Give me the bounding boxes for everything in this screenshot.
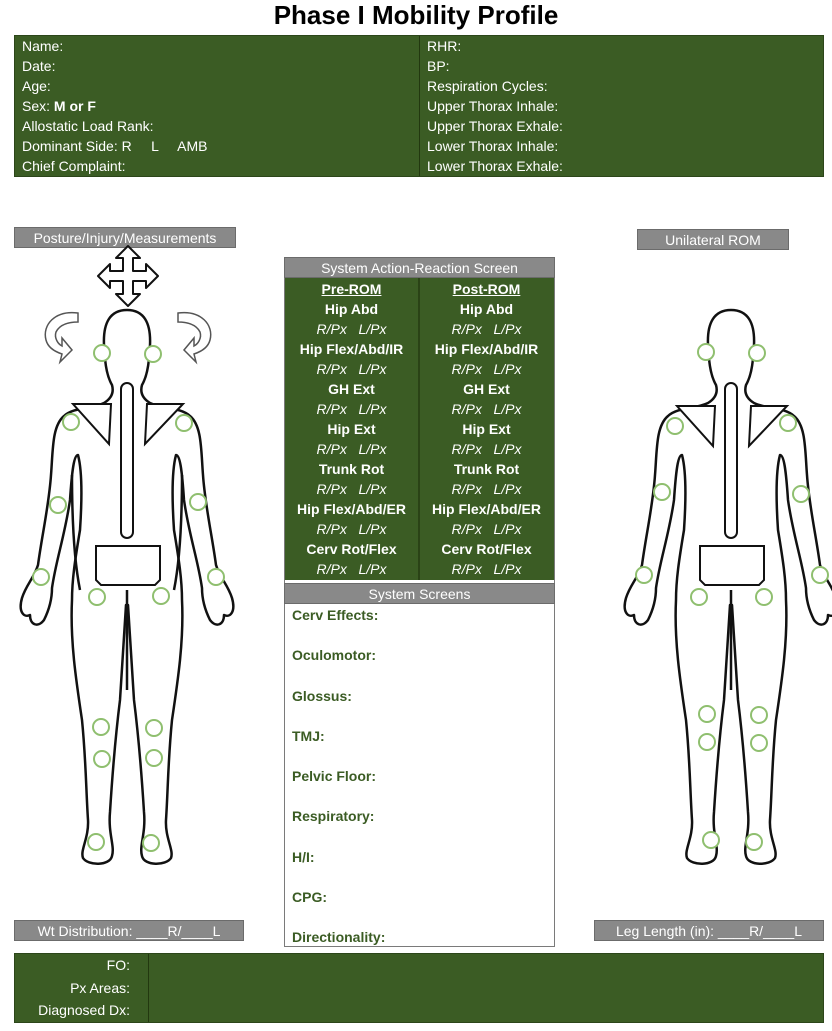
rotate-left-arrow-icon [45, 313, 78, 362]
pre-test: Hip Flex/Abd/IR [299, 341, 404, 357]
pre-sides[interactable]: R/Px L/Px [316, 361, 387, 377]
post-sides[interactable]: R/Px L/Px [451, 561, 522, 577]
post-sides[interactable]: R/Px L/Px [451, 361, 522, 377]
screen-item-cerv-effects[interactable]: Cerv Effects: [292, 607, 379, 623]
respiration-cycles-label: Respiration Cycles: [427, 78, 548, 94]
dominant-side-field[interactable] [15, 136, 419, 156]
pre-test: Hip Abd [324, 301, 379, 317]
footer-labels [15, 954, 149, 1022]
action-reaction-title: System Action-Reaction Screen [284, 257, 555, 278]
pre-rom-header: Pre-ROM [321, 281, 382, 297]
lower-thorax-inhale-field[interactable] [420, 136, 823, 156]
post-test: Hip Ext [462, 421, 511, 437]
pre-sides[interactable]: R/Px L/Px [316, 441, 387, 457]
patient-info-right [420, 36, 823, 176]
post-sides[interactable]: R/Px L/Px [451, 521, 522, 537]
post-test: Hip Flex/Abd/ER [432, 501, 541, 517]
post-rom-header: Post-ROM [452, 281, 521, 297]
pre-test: Hip Flex/Abd/ER [297, 501, 406, 517]
date-label: Date: [22, 58, 56, 74]
upper-thorax-exhale-label: Upper Thorax Exhale: [427, 118, 563, 134]
patient-info-left [15, 36, 420, 176]
action-reaction-screen [285, 278, 554, 580]
date-field[interactable] [15, 56, 419, 76]
respiration-cycles-field[interactable] [420, 76, 823, 96]
system-screens-title: System Screens [284, 583, 555, 604]
pre-test: Hip Ext [327, 421, 376, 437]
upper-thorax-exhale-field[interactable] [420, 116, 823, 136]
post-sides[interactable]: R/Px L/Px [451, 401, 522, 417]
wt-distribution-field[interactable]: Wt Distribution: ____R/____L [14, 920, 244, 941]
lower-thorax-exhale-label: Lower Thorax Exhale: [427, 158, 563, 174]
lower-thorax-exhale-field[interactable] [420, 156, 823, 176]
post-rom-column [420, 279, 553, 579]
system-screens-list [292, 604, 552, 967]
pre-sides[interactable]: R/Px L/Px [316, 521, 387, 537]
patient-info-panel [14, 35, 824, 177]
bp-field[interactable] [420, 56, 823, 76]
name-field[interactable] [15, 36, 419, 56]
body-diagram-back [600, 290, 832, 870]
lower-thorax-inhale-label: Lower Thorax Inhale: [427, 138, 559, 154]
screen-item-cpg[interactable]: CPG: [292, 889, 327, 906]
footer-panel [14, 953, 824, 1023]
post-test: Hip Flex/Abd/IR [434, 341, 539, 357]
body-diagram-front [0, 240, 260, 880]
upper-thorax-inhale-label: Upper Thorax Inhale: [427, 98, 559, 114]
leg-length-field[interactable]: Leg Length (in): ____R/____L [594, 920, 824, 941]
sex-label: Sex: [22, 98, 51, 114]
pre-sides[interactable]: R/Px L/Px [316, 561, 387, 577]
diagnosed-dx-label: Diagnosed Dx: [38, 1002, 130, 1019]
rotate-right-arrow-icon [178, 313, 211, 362]
screen-item-hi[interactable]: H/I: [292, 848, 315, 865]
four-way-arrow-icon [98, 246, 158, 306]
pre-sides[interactable]: R/Px L/Px [316, 321, 387, 337]
age-field[interactable] [15, 76, 419, 96]
pre-test: Cerv Rot/Flex [306, 541, 397, 557]
dominant-side-options: R L AMB [121, 138, 208, 154]
pre-sides[interactable]: R/Px L/Px [316, 401, 387, 417]
sex-options: M or F [53, 98, 96, 114]
name-label: Name: [22, 38, 64, 54]
screen-item-glossus[interactable]: Glossus: [292, 687, 352, 704]
screen-item-directionality[interactable]: Directionality: [292, 929, 386, 946]
unilateral-rom-label: Unilateral ROM [637, 229, 789, 250]
screen-item-pelvic-floor[interactable]: Pelvic Floor: [292, 768, 377, 785]
posture-injury-label: Posture/Injury/Measurements [14, 227, 236, 248]
px-areas-label: Px Areas: [70, 979, 130, 996]
post-test: Cerv Rot/Flex [441, 541, 532, 557]
allostatic-load-label: Allostatic Load Rank: [22, 118, 154, 134]
upper-thorax-inhale-field[interactable] [420, 96, 823, 116]
screen-item-oculomotor[interactable]: Oculomotor: [292, 647, 376, 664]
chief-complaint-field[interactable] [15, 156, 419, 176]
bp-label: BP: [427, 58, 450, 74]
pre-sides[interactable]: R/Px L/Px [316, 481, 387, 497]
age-label: Age: [22, 78, 51, 94]
pre-test: GH Ext [328, 381, 375, 397]
post-test: GH Ext [463, 381, 510, 397]
rhr-field[interactable] [420, 36, 823, 56]
chief-complaint-label: Chief Complaint: [22, 158, 126, 174]
pre-rom-column [285, 279, 418, 579]
post-sides[interactable]: R/Px L/Px [451, 321, 522, 337]
screen-item-respiratory[interactable]: Respiratory: [292, 808, 375, 825]
post-test: Hip Abd [459, 301, 514, 317]
post-sides[interactable]: R/Px L/Px [451, 441, 522, 457]
pre-test: Trunk Rot [318, 461, 385, 477]
post-test: Trunk Rot [453, 461, 520, 477]
rhr-label: RHR: [427, 38, 462, 54]
allostatic-load-field[interactable] [15, 116, 419, 136]
sex-field[interactable] [15, 96, 419, 116]
fo-label: FO: [106, 957, 130, 973]
page-title: Phase I Mobility Profile [273, 0, 559, 30]
dominant-side-label: Dominant Side: [22, 138, 118, 154]
screen-item-tmj[interactable]: TMJ: [292, 727, 325, 744]
post-sides[interactable]: R/Px L/Px [451, 481, 522, 497]
